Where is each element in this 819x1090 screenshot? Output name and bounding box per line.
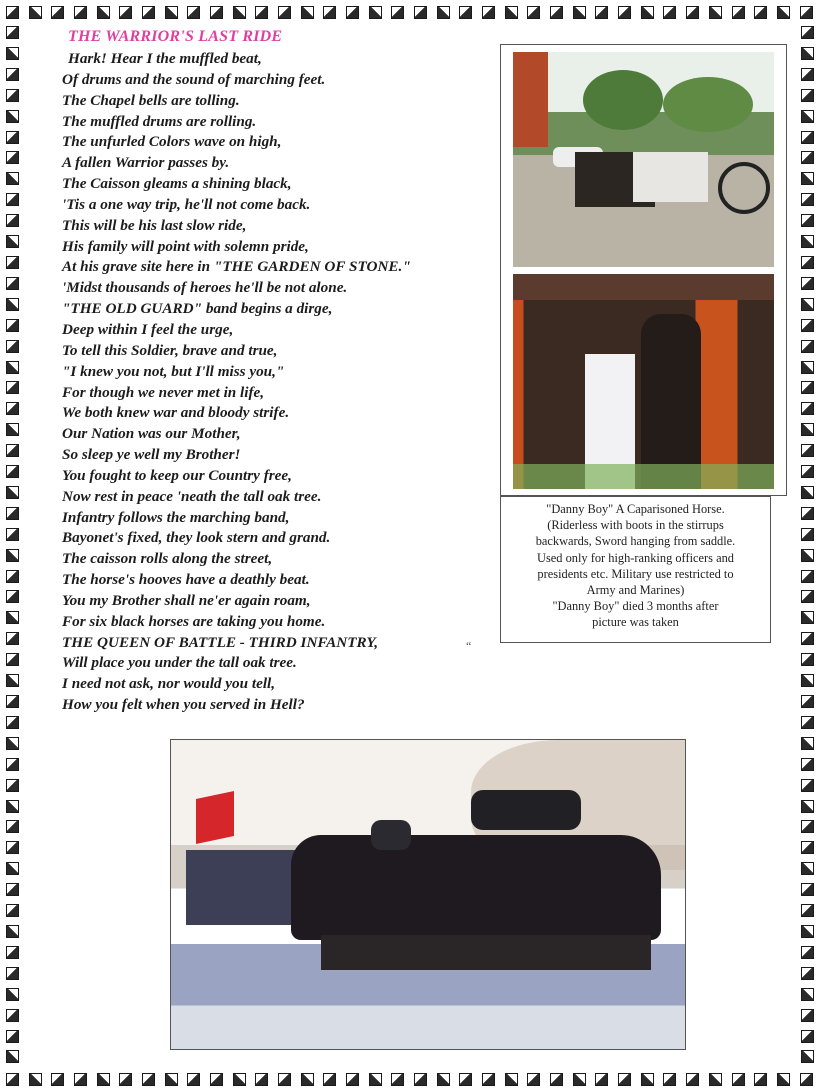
border-tile [801,151,814,164]
poem-line: 'Midst thousands of heroes he'll be not alone. [62,279,348,297]
poem-line: The horse's hooves have a deathly beat. [62,571,310,589]
caption-line: backwards, Sword hanging from saddle. [535,534,736,549]
poem-line: 'Tis a one way trip, he'll not come back. [62,195,311,213]
border-tile [142,1073,155,1086]
border-tile [6,193,19,206]
border-tile [801,716,814,729]
border-tile [6,841,19,854]
poem-line: A fallen Warrior passes by. [62,154,230,172]
top-border [0,1,819,23]
border-tile [6,298,19,311]
border-tile [801,277,814,290]
border-tile [278,1073,291,1086]
border-tile [801,967,814,980]
poem-line: You fought to keep our Country free, [62,466,292,484]
border-tile [801,68,814,81]
border-tile [6,779,19,792]
border-tile [6,883,19,896]
border-tile [323,6,336,19]
poem-line: His family will point with solemn pride, [62,237,309,255]
border-tile [6,716,19,729]
danny-boy-horse-photo [513,274,774,489]
caption-line: "Danny Boy" died 3 months after [552,599,719,614]
border-tile [301,6,314,19]
border-tile [709,1073,722,1086]
border-tile [6,402,19,415]
border-tile [801,131,814,144]
photo-frame-top [500,44,787,496]
border-tile [801,381,814,394]
border-tile [801,988,814,1001]
border-tile [6,758,19,771]
border-tile [801,26,814,39]
border-tile [437,1073,450,1086]
border-tile [391,6,404,19]
border-tile [6,381,19,394]
border-tile [618,6,631,19]
border-tile [6,151,19,164]
border-tile [573,1073,586,1086]
border-tile [801,946,814,959]
border-tile [369,6,382,19]
caption-line: "Danny Boy" A Caparisoned Horse. [546,502,725,516]
border-tile [6,632,19,645]
poem-line: For six black horses are taking you home. [62,612,326,630]
border-tile [51,1073,64,1086]
border-tile [6,110,19,123]
border-tile [505,6,518,19]
border-tile [6,590,19,603]
stray-quote-mark: “ [466,639,472,653]
border-tile [6,256,19,269]
border-tile [6,925,19,938]
border-tile [595,1073,608,1086]
border-tile [6,1009,19,1022]
border-tile [801,695,814,708]
border-tile [801,883,814,896]
border-tile [6,131,19,144]
border-tile [414,6,427,19]
border-tile [801,193,814,206]
poem-line: The Caisson gleams a shining black, [62,175,292,193]
border-tile [6,1050,19,1063]
border-tile [6,26,19,39]
border-tile [801,862,814,875]
poem-line: "THE OLD GUARD" band begins a dirge, [62,300,333,318]
border-tile [459,6,472,19]
border-tile [801,1050,814,1063]
border-tile [6,507,19,520]
border-tile [801,361,814,374]
border-tile [686,1073,699,1086]
border-tile [801,423,814,436]
border-tile [301,1073,314,1086]
border-tile [6,800,19,813]
border-tile [119,6,132,19]
border-tile [801,402,814,415]
border-tile [801,841,814,854]
poem-line: Hark! Hear I the muffled beat, [68,50,262,67]
border-tile [505,1073,518,1086]
border-tile [97,1073,110,1086]
border-tile [6,423,19,436]
poem-line: The unfurled Colors wave on high, [62,133,282,151]
border-tile [801,528,814,541]
border-tile [6,904,19,917]
border-tile [6,465,19,478]
border-tile [210,1073,223,1086]
border-tile [482,1073,495,1086]
border-tile [801,110,814,123]
poem-line: "I knew you not, but I'll miss you," [62,362,285,380]
photo-caption [500,496,771,643]
border-tile [800,1073,813,1086]
poem-line: Now rest in peace 'neath the tall oak tree. [62,487,322,505]
border-tile [29,6,42,19]
border-tile [278,6,291,19]
border-tile [663,6,676,19]
border-tile [6,653,19,666]
border-tile [801,570,814,583]
border-tile [801,486,814,499]
poem-line: Bayonet's fixed, they look stern and grand. [62,529,331,547]
border-tile [6,570,19,583]
poem-line: The Chapel bells are tolling. [62,91,240,109]
border-tile [801,632,814,645]
border-tile [527,1073,540,1086]
poem-line: Will place you under the tall oak tree. [62,654,297,672]
poem-line: Infantry follows the marching band, [62,508,290,526]
border-tile [51,6,64,19]
border-tile [801,298,814,311]
border-tile [6,528,19,541]
border-tile [801,674,814,687]
poem-line: Of drums and the sound of marching feet. [62,70,326,88]
photo-frame-bottom [170,739,686,1050]
border-tile [187,1073,200,1086]
border-tile [801,737,814,750]
border-tile [323,1073,336,1086]
border-tile [754,6,767,19]
border-tile [777,6,790,19]
border-tile [6,611,19,624]
poem-line: At his grave site here in "THE GARDEN OF STONE." [62,258,411,276]
border-tile [414,1073,427,1086]
border-tile [641,6,654,19]
border-tile [801,507,814,520]
border-tile [6,319,19,332]
border-tile [801,779,814,792]
border-tile [233,6,246,19]
caption-line: (Riderless with boots in the stirrups [547,518,724,533]
poem-line: Our Nation was our Mother, [62,425,241,443]
border-tile [732,6,745,19]
border-tile [550,1073,563,1086]
border-tile [6,967,19,980]
border-tile [6,486,19,499]
bottom-border [0,1068,819,1090]
border-tile [6,172,19,185]
border-tile [391,1073,404,1086]
poem-line: The caisson rolls along the street, [62,550,273,568]
border-tile [210,6,223,19]
caisson-procession-photo [171,740,685,1049]
border-tile [801,444,814,457]
border-tile [437,6,450,19]
poem-line: So sleep ye well my Brother! [62,446,241,464]
border-tile [686,6,699,19]
border-tile [801,47,814,60]
border-tile [255,6,268,19]
border-tile [29,1073,42,1086]
poem-line: THE QUEEN OF BATTLE - THIRD INFANTRY, [62,633,379,651]
border-tile [801,820,814,833]
border-tile [74,1073,87,1086]
border-tile [6,1073,19,1086]
border-tile [459,1073,472,1086]
border-tile [6,674,19,687]
border-tile [801,340,814,353]
border-tile [573,6,586,19]
border-tile [754,1073,767,1086]
poem-body [62,49,492,716]
border-tile [801,653,814,666]
border-tile [801,549,814,562]
border-tile [800,6,813,19]
border-tile [346,1073,359,1086]
border-tile [618,1073,631,1086]
border-tile [6,862,19,875]
border-tile [165,6,178,19]
caption-line: Army and Marines) [586,583,685,598]
border-tile [6,68,19,81]
border-tile [6,214,19,227]
border-tile [595,6,608,19]
border-tile [801,89,814,102]
border-tile [6,6,19,19]
border-tile [801,800,814,813]
border-tile [801,1009,814,1022]
border-tile [6,695,19,708]
poem-line: You my Brother shall ne'er again roam, [62,591,311,609]
border-tile [6,737,19,750]
caption-line: picture was taken [592,615,679,630]
border-tile [801,590,814,603]
border-tile [550,6,563,19]
border-tile [732,1073,745,1086]
border-tile [165,1073,178,1086]
border-tile [6,820,19,833]
border-tile [6,277,19,290]
border-tile [801,172,814,185]
border-tile [663,1073,676,1086]
border-tile [255,1073,268,1086]
border-tile [233,1073,246,1086]
border-tile [369,1073,382,1086]
border-tile [801,904,814,917]
border-tile [801,1030,814,1043]
border-tile [6,47,19,60]
border-tile [482,6,495,19]
left-border [1,22,23,1068]
border-tile [801,214,814,227]
border-tile [801,235,814,248]
border-tile [801,256,814,269]
border-tile [6,1030,19,1043]
poem-line: This will be his last slow ride, [62,216,247,234]
caption-line: presidents etc. Military use restricted to [537,566,734,581]
right-border [796,22,818,1068]
border-tile [6,89,19,102]
border-tile [6,988,19,1001]
border-tile [527,6,540,19]
border-tile [6,946,19,959]
poem-line: The muffled drums are rolling. [62,112,257,130]
border-tile [6,444,19,457]
border-tile [187,6,200,19]
border-tile [801,319,814,332]
poem-line: For though we never met in life, [62,383,265,401]
border-tile [119,1073,132,1086]
poem-line: Deep within I feel the urge, [62,320,234,338]
border-tile [801,611,814,624]
border-tile [142,6,155,19]
poem-line: I need not ask, nor would you tell, [62,675,276,693]
border-tile [6,361,19,374]
poem-line: We both knew war and bloody strife. [62,404,290,422]
border-tile [6,235,19,248]
poem-line: How you felt when you served in Hell? [62,696,305,714]
border-tile [709,6,722,19]
border-tile [777,1073,790,1086]
border-tile [801,925,814,938]
border-tile [346,6,359,19]
poem-title: THE WARRIOR'S LAST RIDE [68,28,283,45]
border-tile [641,1073,654,1086]
poem-line: To tell this Soldier, brave and true, [62,341,278,359]
border-tile [6,549,19,562]
border-tile [801,465,814,478]
horse-carriage-photo [513,52,774,267]
border-tile [74,6,87,19]
border-tile [97,6,110,19]
caption-line: Used only for high-ranking officers and [537,550,734,565]
border-tile [801,758,814,771]
border-tile [6,340,19,353]
